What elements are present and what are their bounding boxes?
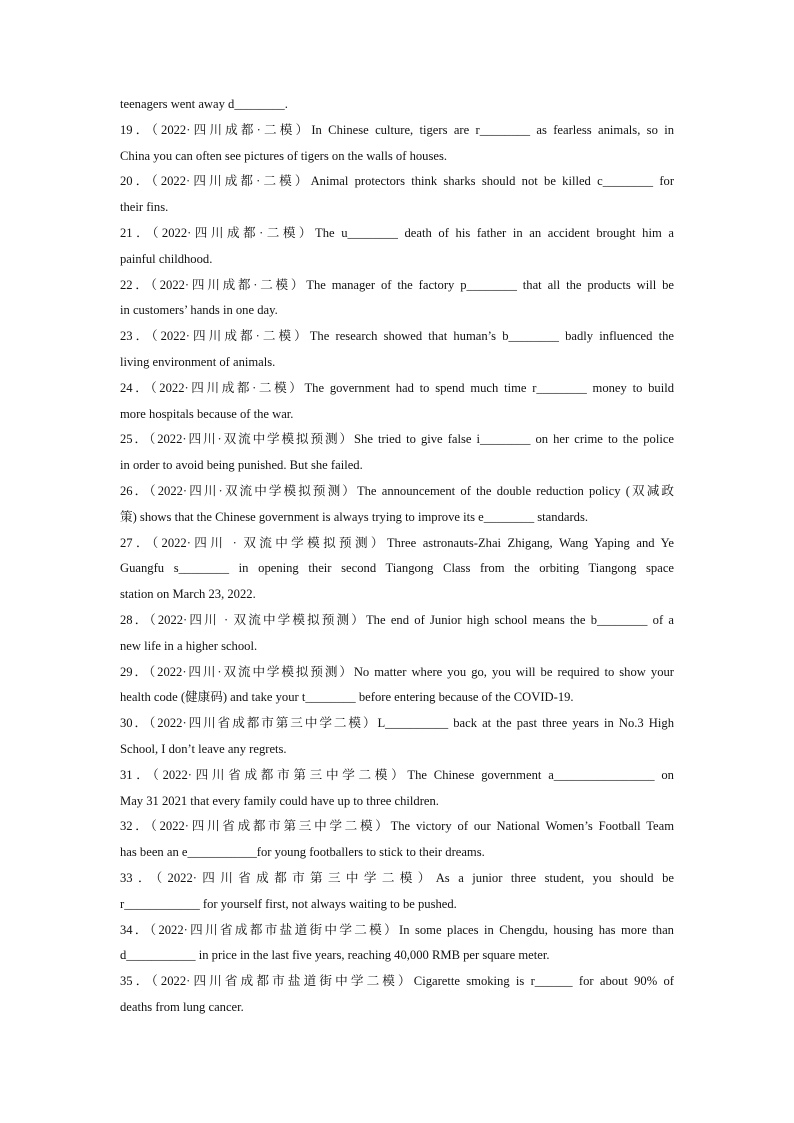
question-text-line: The manager of the factory p________ that all the products will be (306, 277, 675, 292)
question-source: （2022·四川·双流中学模拟预测） (149, 432, 355, 447)
question-item (120, 427, 674, 479)
question-source: （2022·四川省成都市盐道街中学二模） (149, 922, 400, 937)
question-item (120, 376, 674, 428)
question-text-line: teenagers went away d________. (120, 97, 288, 111)
question-source: （2022·四川省成都市第三中学二模） (152, 767, 408, 782)
question-item (120, 169, 674, 221)
question-item (120, 763, 674, 815)
question-text-line: Three astronauts-Zhai Zhigang, Wang Yaping and Ye (386, 535, 674, 550)
question-text-line: in order to avoid being punished. But she failed. (120, 458, 363, 473)
question-source: （2022·四川成都·二模） (150, 277, 307, 292)
question-number: 22． (120, 277, 151, 292)
question-item (120, 531, 674, 608)
question-number: 29． (120, 664, 149, 679)
question-text-line: has been an e___________for young footballers to stick to their dreams. (120, 845, 485, 860)
question-text-line: living environment of animals. (120, 354, 276, 369)
question-source: （2022·四川成都·二模） (150, 380, 305, 395)
question-item (120, 969, 674, 1021)
question-source: （2022·四川省成都市第三中学二模） (150, 819, 391, 834)
question-item (120, 221, 674, 273)
question-number: 24． (120, 380, 151, 395)
question-text-line: China you can often see pictures of tigers on the walls of houses. (120, 148, 448, 163)
question-source: （2022·四川成都·二模） (151, 329, 310, 344)
question-item (120, 866, 674, 918)
question-text-line: The end of Junior high school means the b________ of a (365, 612, 674, 627)
question-text-line: r____________ for yourself first, not always waiting to be pushed. (120, 896, 457, 911)
question-text-line: new life in a higher school. (120, 638, 258, 653)
question-text-line: May 31 2021 that every family could have up to three children. (120, 793, 439, 808)
question-item (120, 324, 674, 376)
question-number: 32． (120, 819, 151, 834)
question-source: （2022·四川省成都市盐道街中学二模） (151, 974, 414, 989)
question-text-line: more hospitals because of the war. (120, 406, 294, 421)
question-text-line: Guangfu s________ in opening their second Tiangong Class from the orbiting Tiangong space (120, 561, 674, 576)
question-text-line: d___________ in price in the last five years, reaching 40,000 RMB per square meter. (120, 948, 550, 963)
question-text-line: station on March 23, 2022. (120, 587, 256, 602)
question-text-line: 策) shows that the Chinese government is always trying to improve its e________ standards. (120, 509, 588, 524)
question-source: （2022·四川省成都市第三中学二模） (149, 716, 378, 731)
question-item (120, 118, 674, 170)
question-source: （2022·四川成都·二模） (151, 122, 312, 137)
question-number: 20． (120, 174, 152, 189)
question-item (120, 814, 674, 866)
question-item (120, 273, 674, 325)
question-text-line: The victory of our National Women’s Football Team (390, 819, 674, 834)
question-text-line: Cigarette smoking is r______ for about 90% of (413, 974, 675, 989)
question-text-line: School, I don’t leave any regrets. (120, 741, 287, 756)
question-source: （2022·四川·双流中学模拟预测） (148, 664, 354, 679)
question-list (120, 92, 674, 1021)
question-number: 19． (120, 122, 152, 137)
question-text-line: The government had to spend much time r________ money to build (304, 380, 675, 395)
question-source: （2022·四川 · 双流中学模拟预测） (151, 535, 387, 550)
question-text-line: The announcement of the double reduction policy (双减政 (356, 483, 674, 498)
question-number: 27． (120, 535, 152, 550)
question-number: 26． (120, 483, 150, 498)
question-item (120, 92, 674, 118)
question-number: 21． (120, 225, 153, 240)
question-text-line: In some places in Chengdu, housing has more than (399, 922, 674, 937)
question-text-line: The research showed that human’s b________ badly influenced the (309, 329, 675, 344)
question-text-line: She tried to give false i________ on her crime to the police (354, 432, 674, 447)
question-text-line: Animal protectors think sharks should not be killed c________ for (310, 174, 675, 189)
question-item (120, 479, 674, 531)
question-source: （2022·四川成都·二模） (152, 225, 315, 240)
question-number: 34． (120, 922, 150, 937)
question-text-line: painful childhood. (120, 251, 213, 266)
question-number: 35． (120, 974, 152, 989)
question-text-line: In Chinese culture, tigers are r________ as fearless animals, so in (311, 122, 674, 137)
question-text-line: The u________ death of his father in an accident brought him a (315, 225, 674, 240)
question-text-line: The Chinese government a________________ on (407, 767, 674, 782)
question-text-line: in customers’ hands in one day. (120, 303, 278, 318)
question-source: （2022·四川成都·二模） (151, 174, 311, 189)
question-number: 28． (120, 612, 150, 627)
question-number: 30． (120, 716, 150, 731)
question-item (120, 660, 674, 712)
question-text-line: deaths from lung cancer. (120, 999, 244, 1014)
question-item (120, 711, 674, 763)
question-item (120, 918, 674, 970)
question-source: （2022·四川·双流中学模拟预测） (149, 483, 357, 498)
question-source: （2022·四川 · 双流中学模拟预测） (149, 612, 366, 627)
question-source: （2022·四川省成都市第三中学二模） (155, 870, 436, 885)
question-text-line: L__________ back at the past three years in No.3 High (377, 716, 674, 731)
question-text-line: health code (健康码) and take your t________ before entering because of the COVID-19. (120, 690, 574, 705)
question-item (120, 608, 674, 660)
question-number: 23． (120, 329, 152, 344)
question-text-line: No matter where you go, you will be required to show your (353, 664, 674, 679)
question-number: 31． (120, 767, 153, 782)
question-number: 33． (120, 870, 156, 885)
question-text-line: their fins. (120, 200, 169, 215)
question-text-line: As a junior three student, you should be (435, 870, 674, 885)
question-number: 25． (120, 432, 149, 447)
